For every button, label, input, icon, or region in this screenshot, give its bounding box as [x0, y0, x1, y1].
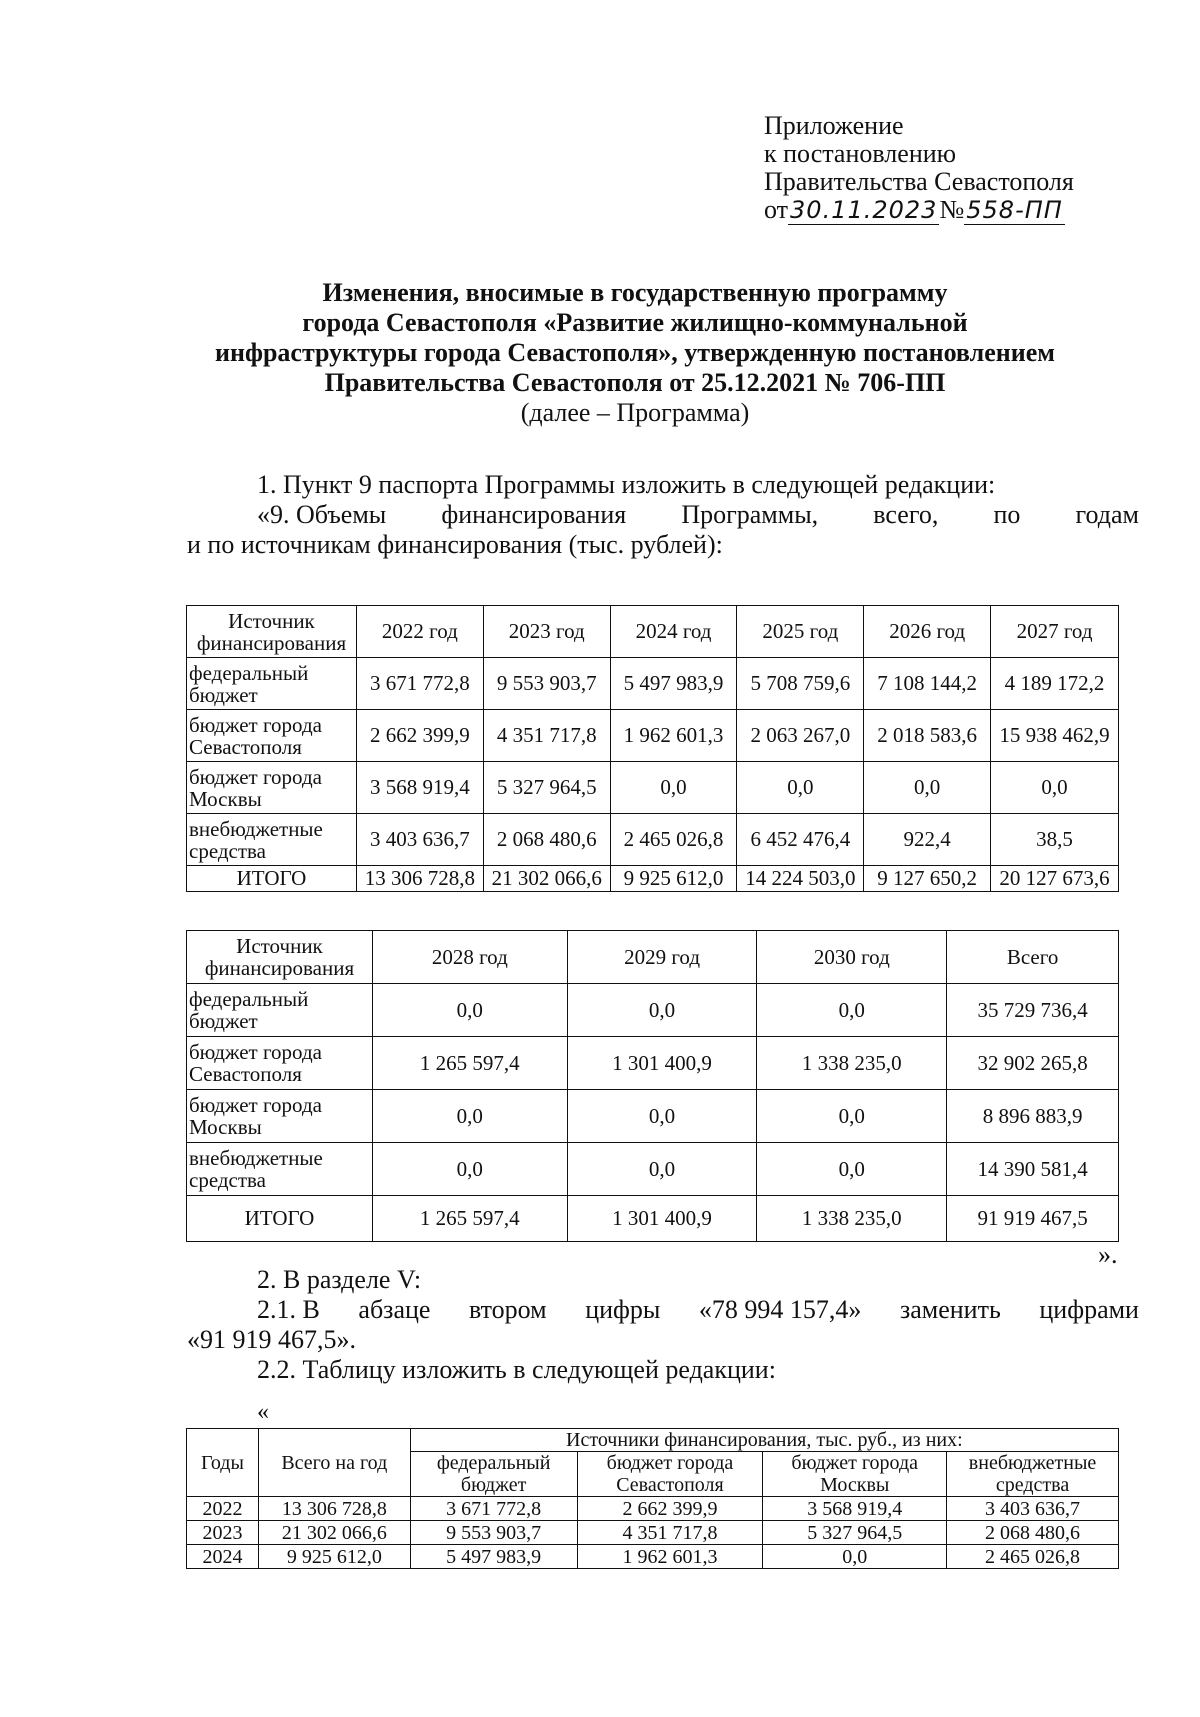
cell: 1 265 597,4 [372, 1196, 567, 1242]
cell: 35 729 736,4 [947, 984, 1119, 1037]
header-year: 2030 год [757, 931, 947, 984]
cell: 0,0 [567, 1143, 757, 1196]
header-sources: Источники финансирования, тыс. руб., из них: [410, 1429, 1118, 1452]
cell: 13 306 728,8 [258, 1497, 410, 1521]
table-row [187, 1545, 1119, 1569]
cell: 922,4 [864, 814, 991, 866]
cell: 6 452 476,4 [737, 814, 864, 866]
closing-quote: ». [1098, 1240, 1118, 1269]
cell: 9 553 903,7 [483, 658, 610, 710]
cell: 9 127 650,2 [864, 866, 991, 892]
cell: 1 338 235,0 [757, 1196, 947, 1242]
cell: 2 068 480,6 [947, 1521, 1119, 1545]
cell: 2 063 267,0 [737, 710, 864, 762]
word: всего, [873, 500, 939, 529]
word: цифры [585, 1295, 661, 1324]
appendix-line: Правительства Севастополя [764, 167, 1074, 196]
appendix-from: от [764, 195, 789, 224]
section-1-item: 1. Пункт 9 паспорта Программы изложить в следующей редакции: [257, 470, 996, 499]
row-label: бюджет города Севастополя [187, 710, 357, 762]
table-row [187, 1521, 1119, 1545]
cell: 5 708 759,6 [737, 658, 864, 710]
word: 2.1. В [257, 1295, 320, 1324]
word: по [993, 500, 1021, 529]
table-row [187, 710, 1119, 762]
header-col: бюджет города Севастополя [577, 1452, 763, 1497]
cell: 0,0 [372, 984, 567, 1037]
section-2-item: 2. В разделе V: [257, 1265, 422, 1294]
row-label: бюджет города Севастополя [187, 1037, 373, 1090]
opening-quote: « [257, 1399, 269, 1425]
table-header-row [187, 1429, 1119, 1452]
table-row [187, 658, 1119, 710]
annual-financing-table [186, 1428, 1119, 1569]
appendix-block [764, 112, 1074, 224]
cell: 5 497 983,9 [410, 1545, 577, 1569]
cell: 7 108 144,2 [864, 658, 991, 710]
cell: 38,5 [991, 814, 1119, 866]
cell: 1 962 601,3 [610, 710, 737, 762]
cell: 2 662 399,9 [356, 710, 483, 762]
table-total-row [187, 1196, 1119, 1242]
cell: 4 351 717,8 [577, 1521, 763, 1545]
document-title [150, 278, 1120, 428]
header-year: 2023 год [483, 606, 610, 658]
title-line: Изменения, вносимые в государственную программу [322, 278, 948, 307]
header-year: 2024 год [610, 606, 737, 658]
cell: 0,0 [763, 1545, 947, 1569]
header-year: 2027 год [991, 606, 1119, 658]
table-row [187, 762, 1119, 814]
handwritten-number: 558-ПП [966, 196, 1063, 224]
cell: 0,0 [372, 1143, 567, 1196]
word: «78 994 157,4» [698, 1295, 862, 1324]
cell: 0,0 [610, 762, 737, 814]
title-line: инфраструктуры города Севастополя», утвержденную постановлением [215, 338, 1055, 367]
header-source: Источник финансирования [187, 606, 357, 658]
table-row [187, 1143, 1119, 1196]
cell: 14 390 581,4 [947, 1143, 1119, 1196]
table-row [187, 984, 1119, 1037]
section-1-quote-line2: и по источникам финансирования (тыс. рублей): [187, 530, 723, 559]
cell: 1 301 400,9 [567, 1196, 757, 1242]
appendix-line: к постановлению [764, 139, 957, 168]
header-col: федеральный бюджет [410, 1452, 577, 1497]
word: цифрами [1039, 1295, 1139, 1324]
row-label: бюджет города Москвы [187, 1090, 373, 1143]
header-col: внебюджетные средства [947, 1452, 1119, 1497]
header-year: 2025 год [737, 606, 864, 658]
table-row [187, 1497, 1119, 1521]
cell: 1 301 400,9 [567, 1037, 757, 1090]
cell: 9 925 612,0 [258, 1545, 410, 1569]
table-row [187, 1090, 1119, 1143]
cell: 32 902 265,8 [947, 1037, 1119, 1090]
financing-table-2028-2030 [186, 930, 1119, 1242]
header-year: 2026 год [864, 606, 991, 658]
table-header-row [187, 931, 1119, 984]
cell: 5 497 983,9 [610, 658, 737, 710]
header-col: бюджет города Москвы [763, 1452, 947, 1497]
cell: 2 662 399,9 [577, 1497, 763, 1521]
cell: 8 896 883,9 [947, 1090, 1119, 1143]
row-label: федеральный бюджет [187, 984, 373, 1037]
row-label: федеральный бюджет [187, 658, 357, 710]
header-source: Источник финансирования [187, 931, 373, 984]
row-label: внебюджетные средства [187, 1143, 373, 1196]
cell: 21 302 066,6 [483, 866, 610, 892]
row-label: ИТОГО [187, 866, 357, 892]
table-total-row [187, 866, 1119, 892]
title-line: города Севастополя «Развитие жилищно-коммунальной [302, 308, 968, 337]
word: финансирования [441, 500, 627, 529]
cell: 91 919 467,5 [947, 1196, 1119, 1242]
header-year: 2022 год [356, 606, 483, 658]
section-2-sub2: 2.2. Таблицу изложить в следующей редакции: [257, 1355, 776, 1384]
cell: 21 302 066,6 [258, 1521, 410, 1545]
row-label: бюджет города Москвы [187, 762, 357, 814]
cell: 0,0 [757, 984, 947, 1037]
header-total: Всего [947, 931, 1119, 984]
word: втором [469, 1295, 547, 1324]
year-cell: 2023 [187, 1521, 259, 1545]
number-sign: № [939, 195, 965, 224]
cell: 2 018 583,6 [864, 710, 991, 762]
word: «9. Объемы [257, 500, 387, 529]
section-1 [187, 470, 1139, 560]
word: абзаце [358, 1295, 431, 1324]
cell: 9 553 903,7 [410, 1521, 577, 1545]
year-cell: 2024 [187, 1545, 259, 1569]
row-label: внебюджетные средства [187, 814, 357, 866]
cell: 0,0 [864, 762, 991, 814]
cell: 4 351 717,8 [483, 710, 610, 762]
section-2 [187, 1265, 1139, 1385]
table-row [187, 814, 1119, 866]
cell: 3 671 772,8 [410, 1497, 577, 1521]
word: Программы, [681, 500, 819, 529]
cell: 20 127 673,6 [991, 866, 1119, 892]
handwritten-date: 30.11.2023 [790, 196, 938, 224]
title-subline: (далее – Программа) [520, 398, 750, 427]
year-cell: 2022 [187, 1497, 259, 1521]
table-row [187, 1037, 1119, 1090]
cell: 1 265 597,4 [372, 1037, 567, 1090]
cell: 5 327 964,5 [483, 762, 610, 814]
cell: 3 671 772,8 [356, 658, 483, 710]
header-year: 2028 год [372, 931, 567, 984]
header-total: Всего на год [258, 1429, 410, 1497]
cell: 4 189 172,2 [991, 658, 1119, 710]
cell: 3 403 636,7 [356, 814, 483, 866]
word: заменить [899, 1295, 1001, 1324]
cell: 3 403 636,7 [947, 1497, 1119, 1521]
cell: 0,0 [567, 984, 757, 1037]
cell: 1 338 235,0 [757, 1037, 947, 1090]
cell: 3 568 919,4 [763, 1497, 947, 1521]
cell: 0,0 [991, 762, 1119, 814]
word: годам [1075, 500, 1139, 529]
cell: 5 327 964,5 [763, 1521, 947, 1545]
cell: 3 568 919,4 [356, 762, 483, 814]
appendix-line: Приложение [764, 111, 904, 140]
cell: 0,0 [757, 1143, 947, 1196]
cell: 0,0 [757, 1090, 947, 1143]
cell: 0,0 [737, 762, 864, 814]
title-line: Правительства Севастополя от 25.12.2021 № 706-ПП [324, 368, 946, 397]
row-label: ИТОГО [187, 1196, 373, 1242]
cell: 15 938 462,9 [991, 710, 1119, 762]
cell: 2 465 026,8 [947, 1545, 1119, 1569]
cell: 0,0 [372, 1090, 567, 1143]
cell: 9 925 612,0 [610, 866, 737, 892]
cell: 13 306 728,8 [356, 866, 483, 892]
section-2-sub1 [187, 1295, 1139, 1325]
cell: 14 224 503,0 [737, 866, 864, 892]
cell: 2 068 480,6 [483, 814, 610, 866]
section-2-sub1-line2: «91 919 467,5». [187, 1325, 356, 1354]
section-1-quote-line [187, 500, 1139, 530]
financing-table-2022-2027 [186, 605, 1119, 892]
table-header-row [187, 606, 1119, 658]
header-years: Годы [187, 1429, 259, 1497]
cell: 1 962 601,3 [577, 1545, 763, 1569]
header-year: 2029 год [567, 931, 757, 984]
cell: 2 465 026,8 [610, 814, 737, 866]
cell: 0,0 [567, 1090, 757, 1143]
appendix-date-line [764, 196, 1074, 224]
